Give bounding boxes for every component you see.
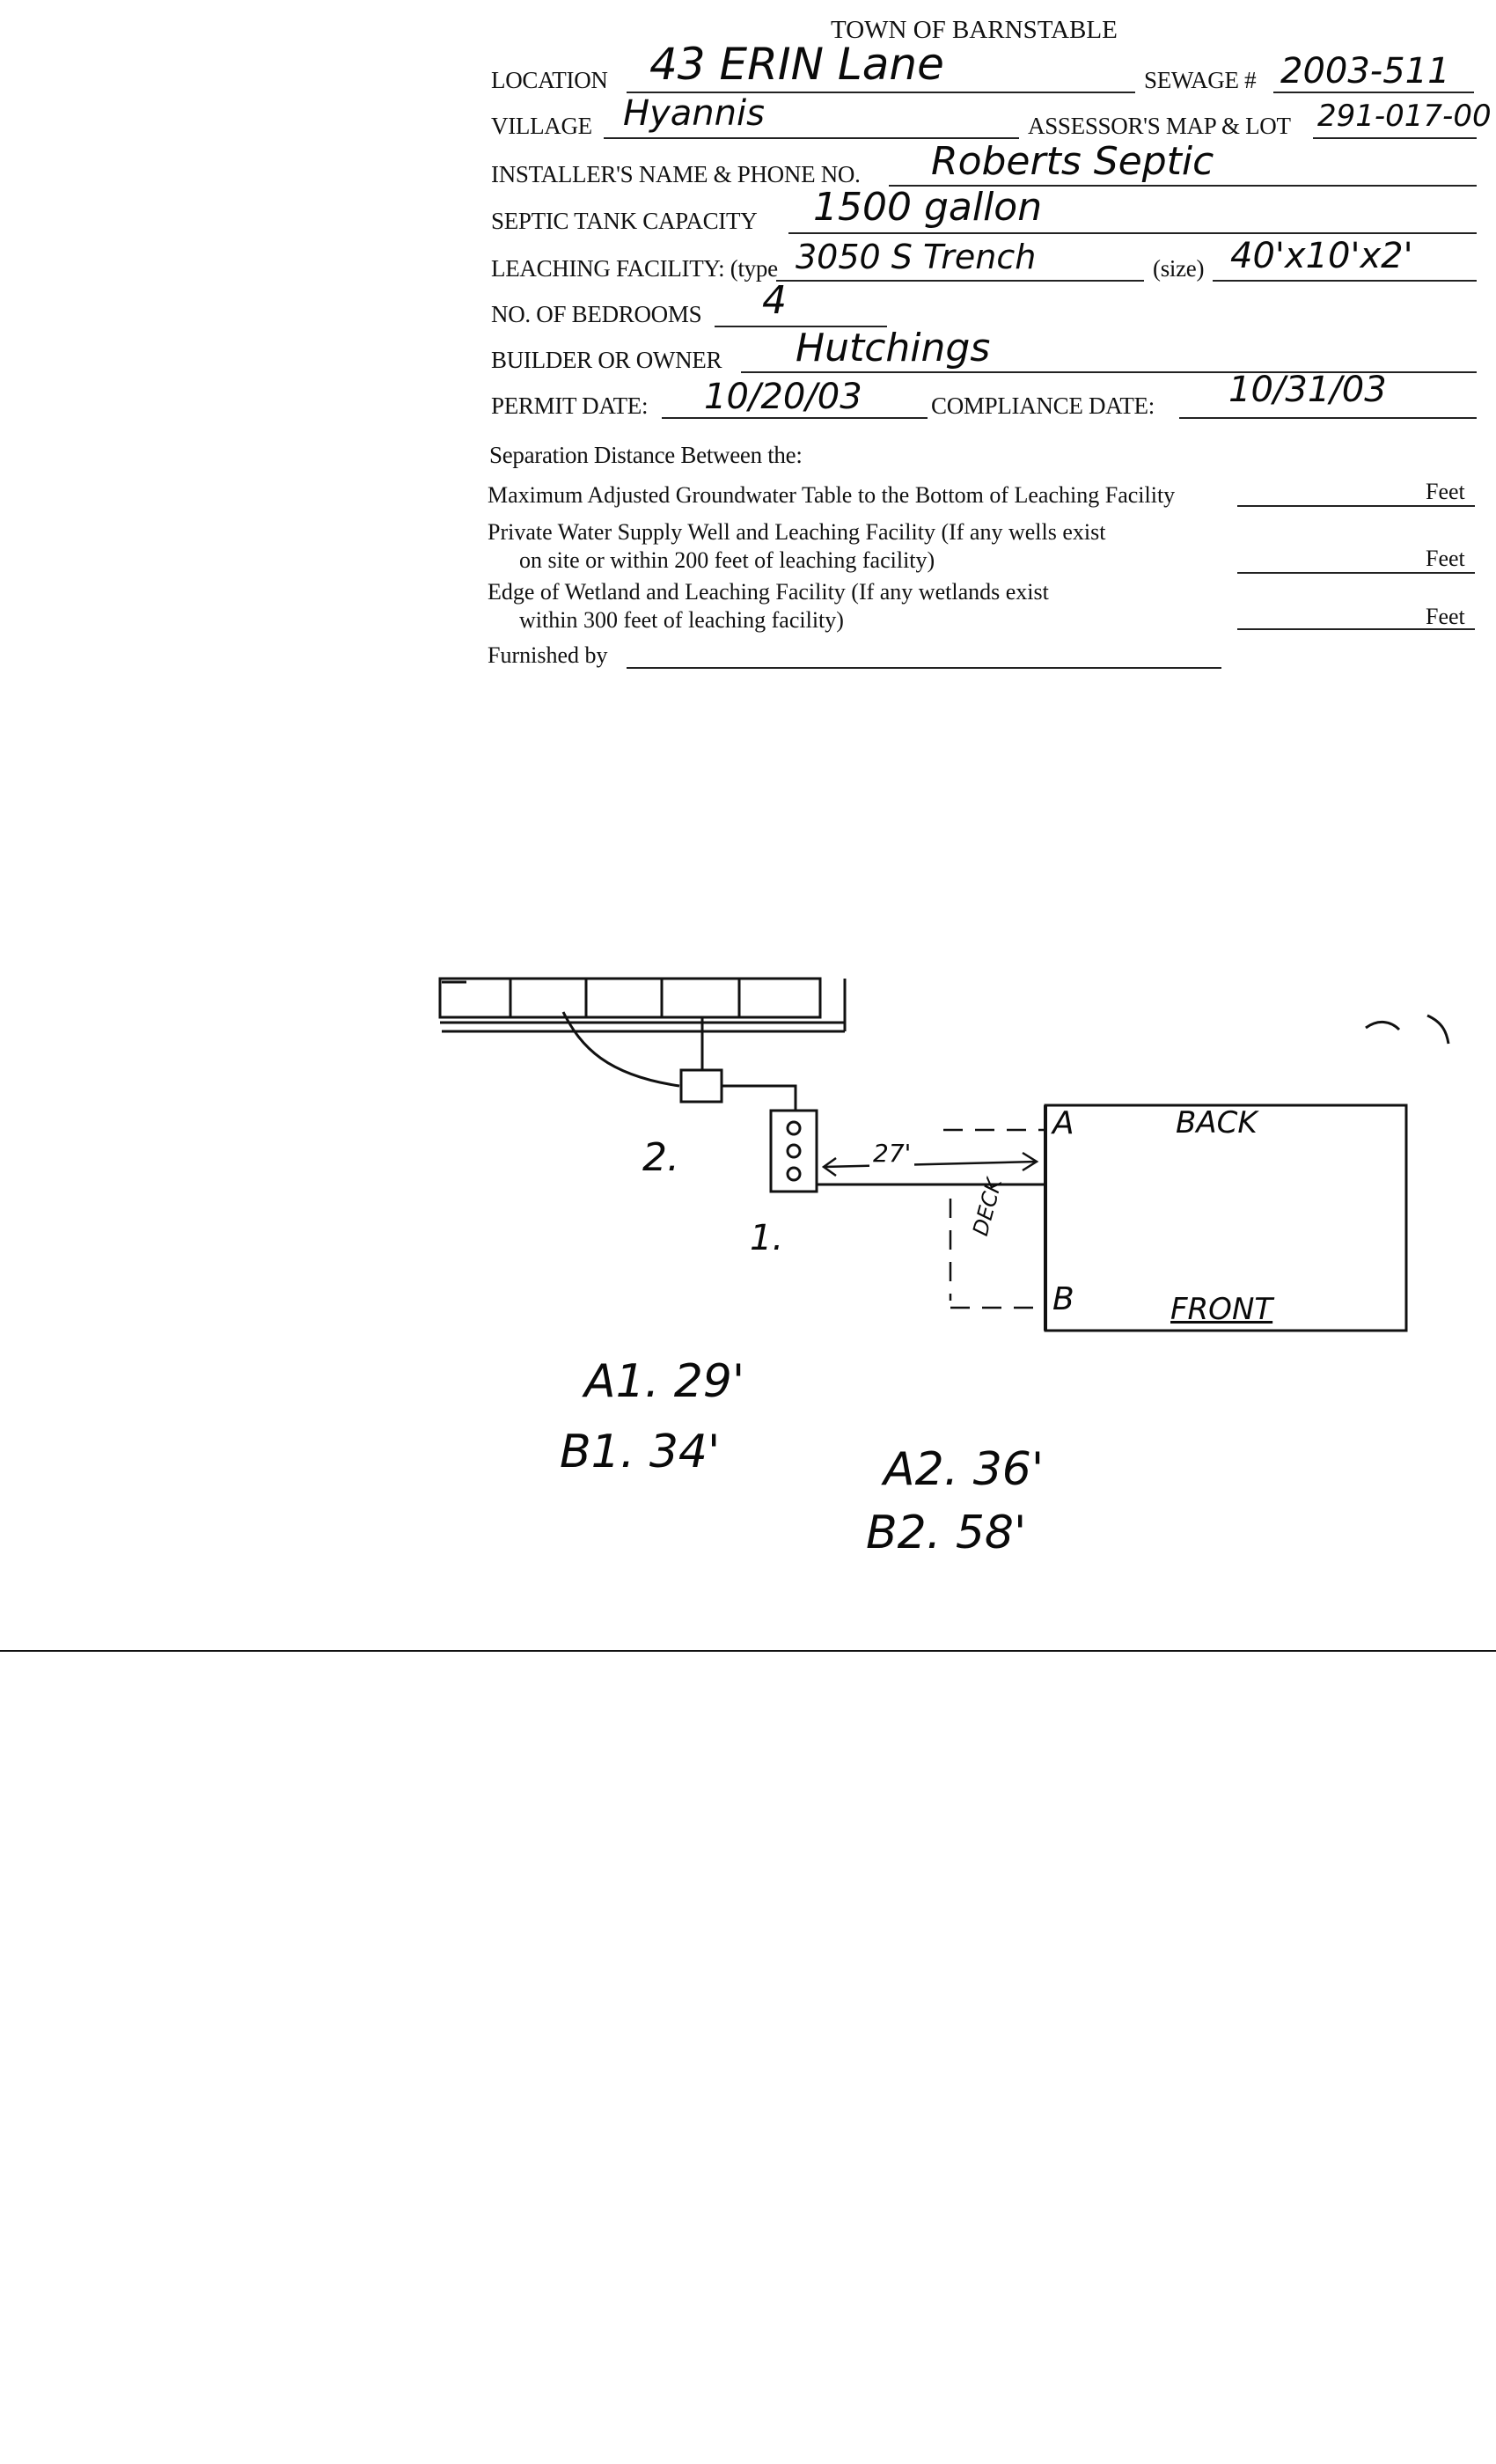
- sewage-label: SEWAGE #: [1144, 67, 1257, 93]
- builder-label: BUILDER OR OWNER: [491, 347, 722, 373]
- village-label: VILLAGE: [491, 113, 592, 139]
- sewage-value: 2003-511: [1280, 51, 1450, 92]
- builder-value: Hutchings: [796, 326, 991, 370]
- form-title: TOWN OF BARNSTABLE: [831, 16, 1118, 44]
- corner-b-label: B: [1052, 1281, 1074, 1317]
- front-label: FRONT: [1170, 1292, 1273, 1327]
- measure-b2: B2. 58': [866, 1507, 1027, 1559]
- stray-mark: [1366, 1022, 1399, 1030]
- size-value: 40'x10'x2': [1230, 236, 1413, 276]
- size-label: (size): [1153, 255, 1205, 282]
- bedrooms-label: NO. OF BEDROOMS: [491, 301, 702, 327]
- distance-label: 27': [869, 1139, 914, 1168]
- measure-a2: A2. 36': [884, 1443, 1045, 1496]
- leach-type-value: 3050 S Trench: [796, 238, 1037, 276]
- leach-label: LEACHING FACILITY: (type: [491, 255, 778, 282]
- bedrooms-value: 4: [762, 278, 787, 323]
- sep-wetland-text-1: Edge of Wetland and Leaching Facility (If any wetlands exist: [488, 579, 1049, 605]
- tank-value: 1500 gallon: [813, 185, 1043, 230]
- compliance-value: 10/31/03: [1228, 370, 1387, 410]
- sep-well-text-2: on site or within 200 feet of leaching facility): [519, 547, 935, 573]
- separation-heading: Separation Distance Between the:: [489, 442, 803, 468]
- label-1: 1.: [750, 1218, 784, 1258]
- sep-wetland-text-2: within 300 feet of leaching facility): [519, 607, 844, 633]
- label-2: 2.: [642, 1135, 679, 1180]
- compliance-label: COMPLIANCE DATE:: [931, 392, 1155, 419]
- measure-b1: B1. 34': [560, 1426, 721, 1478]
- leaching-trench: [440, 979, 845, 1031]
- assessor-value: 291-017-00: [1317, 99, 1492, 134]
- sep-wetland-feet: Feet: [1426, 604, 1465, 629]
- back-label: BACK: [1176, 1105, 1258, 1140]
- permit-label: PERMIT DATE:: [491, 392, 649, 419]
- location-value: 43 ERIN Lane: [649, 39, 944, 90]
- sep-groundwater-text: Maximum Adjusted Groundwater Table to the Bottom of Leaching Facility: [488, 482, 1176, 508]
- corner-a-label: A: [1052, 1105, 1074, 1141]
- distance-arrow: [824, 1153, 1037, 1176]
- location-label: LOCATION: [491, 67, 608, 93]
- furnished-label: Furnished by: [488, 642, 608, 668]
- tank-label: SEPTIC TANK CAPACITY: [491, 208, 758, 234]
- installer-label: INSTALLER'S NAME & PHONE NO.: [491, 161, 861, 187]
- deck-label: DECK: [968, 1176, 1008, 1239]
- distribution-box: [563, 1012, 796, 1111]
- installer-value: Roberts Septic: [931, 139, 1214, 184]
- septic-tank: [771, 1111, 817, 1192]
- permit-value: 10/20/03: [704, 377, 862, 417]
- stray-mark: [1427, 1016, 1448, 1044]
- village-value: Hyannis: [623, 93, 765, 134]
- assessor-label: ASSESSOR'S MAP & LOT: [1028, 113, 1291, 139]
- measure-a1: A1. 29': [584, 1355, 745, 1408]
- sep-groundwater-feet: Feet: [1426, 479, 1465, 504]
- sep-well-text-1: Private Water Supply Well and Leaching Facility (If any wells exist: [488, 519, 1106, 545]
- sep-well-feet: Feet: [1426, 546, 1465, 571]
